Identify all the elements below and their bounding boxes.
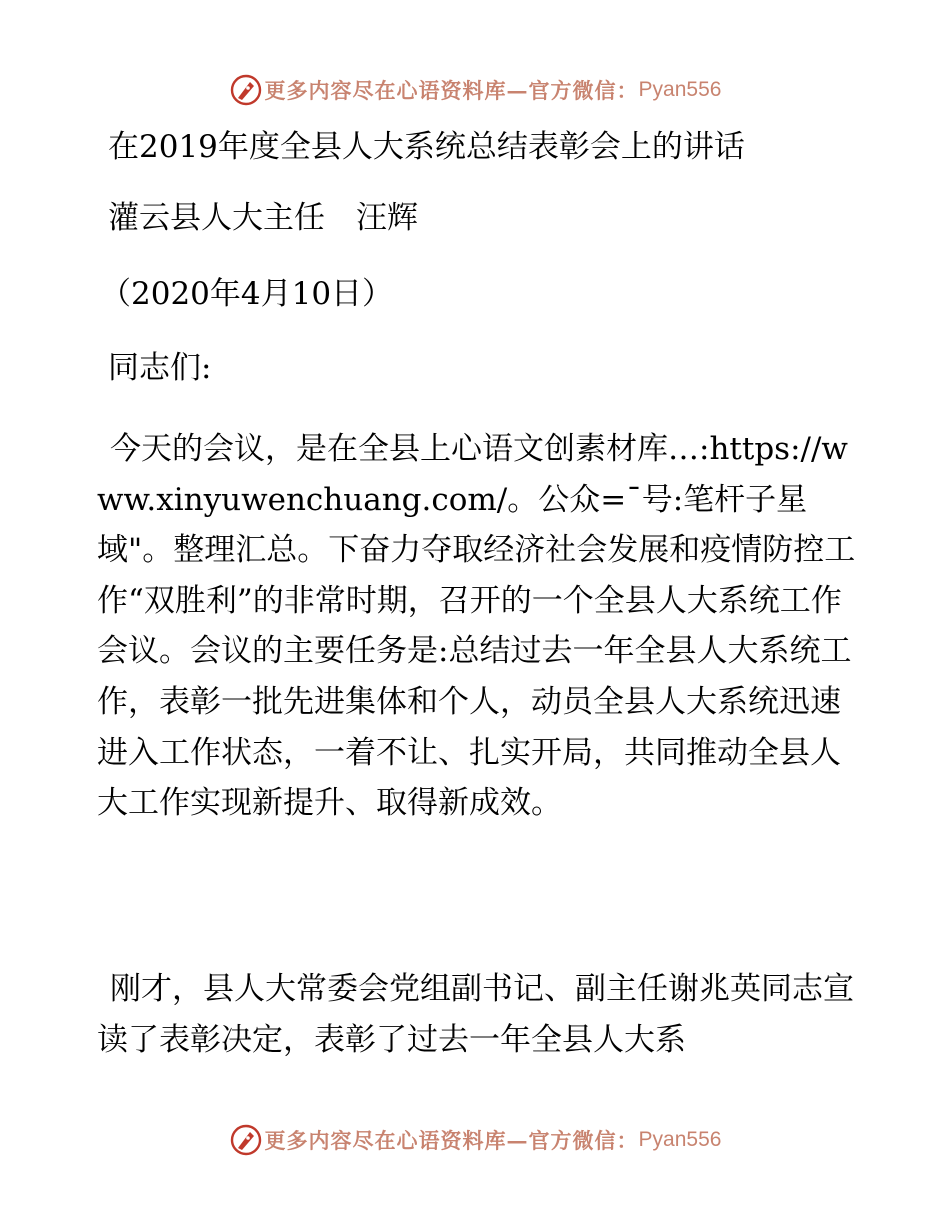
paragraph-text: 今天的会议，是在全县上心语文创素材库…:https://www.xinyuwenchuang.com/。公众=¯号:笔杆子星域"。整理汇总。下奋力夺取经济社会发展和疫情防控工作“双胜利”的非常时期，召开的一个全县人大系统工作会议。会议的主要任务是:总结过去一年全县人大系统工作，表彰一批先进集体和个人，动员全县人大系统迅速进入工作状态，一着不让、扎实开局，共同推动全县人大工作实现新提升、取得新成效。	[97, 431, 856, 822]
speaker-line: 灌云县人大主任 汪辉	[108, 200, 418, 236]
watermark-text: 更多内容尽在心语资料库—官方微信：	[264, 1128, 639, 1153]
paragraph	[97, 424, 857, 829]
watermark-banner-top	[0, 70, 950, 110]
watermark-wechat-id: Pyan556	[638, 78, 722, 101]
paragraph	[97, 964, 857, 1065]
watermark-text: 更多内容尽在心语资料库—官方微信：	[264, 78, 639, 103]
pen-nib-circle-icon	[229, 1123, 263, 1157]
watermark-wechat-id: Pyan556	[638, 1128, 722, 1151]
document-title: 在2019年度全县人大系统总结表彰会上的讲话	[108, 129, 745, 165]
salutation: 同志们:	[108, 350, 212, 386]
pen-nib-circle-icon	[229, 73, 263, 107]
paragraph-text: 刚才，县人大常委会党组副书记、副主任谢兆英同志宣读了表彰决定，表彰了过去一年全县人大系	[97, 971, 854, 1058]
speech-date: （2020年4月10日）	[100, 276, 394, 312]
watermark-banner-bottom	[0, 1120, 950, 1160]
